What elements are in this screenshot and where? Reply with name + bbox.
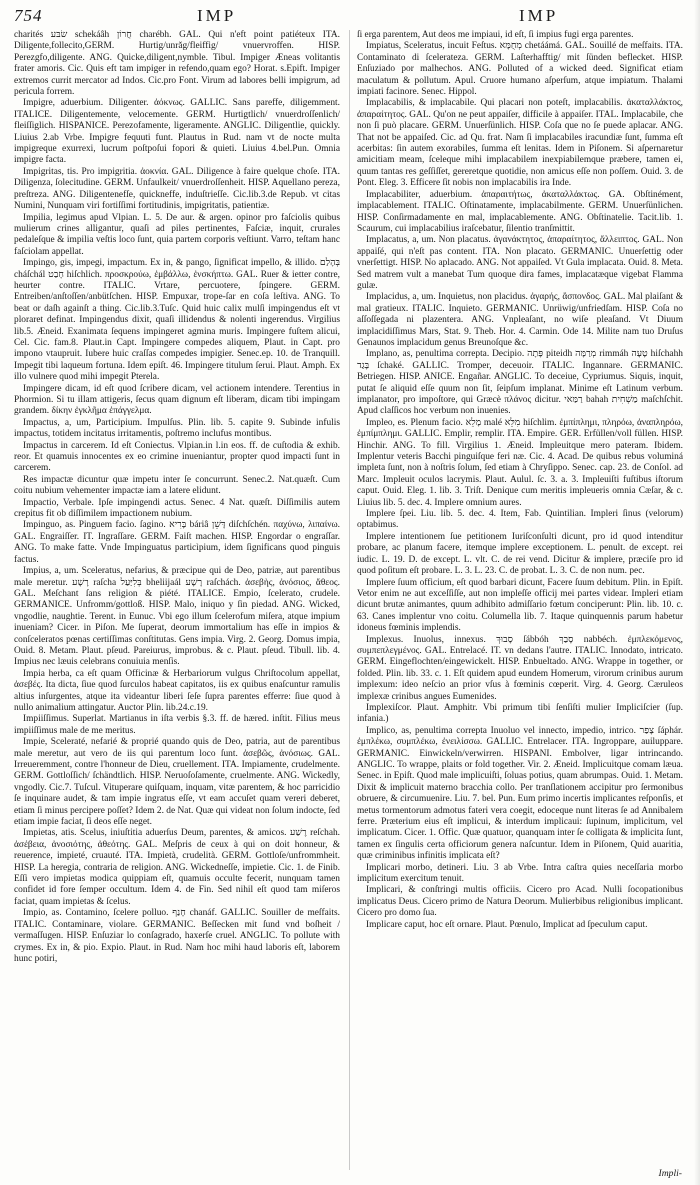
page-edge-shadow [694, 0, 700, 1185]
dictionary-entry: Implere ſuum officium, eſt quod barbari dicunt, Facere ſuum debitum. Plin. in Epiſt. Vetor enim ne aut exceſſiſſe, aut non impleſſe officij mei partes videar. Impleri etiam dicunt brutæ animantes, quum adhibito admiſſario fœtum conciperunt: Plin. lib. 10. c. 63. Canes implentur vno coitu. Columella lib. 7. Itaque quinquennis parum habetur idoneus fœminis implendis. [357, 577, 683, 634]
dictionary-entry: Implacatus, a, um. Non placatus. ἀγανάκτητος, ἀπαραίτητος, ἄλλειπτος. GAL. Non appaiſé, qui n'eſt pas content. ITA. Non placato. GERMANIC. Unuerſettig oder vnerſettigt. HISP. No aplacado. ANG. Not appaiſed. Vt Gula implacata. Ouid. 8. Meta. Sed matrem vult a manebat Tum quoque dira fames, implacatæque vigebat Flamma gulæ. [357, 235, 683, 291]
dictionary-entry: Res impactæ dicuntur quæ impetu inter ſe concurrunt. Senec.2. Nat.quæſt. Cum coitu nubium vehementer impactæ iam a latere elidunt. [14, 474, 340, 497]
dictionary-entry: Impactio, Verbale. Ipſe impingendi actus. Senec. 4 Nat. quæſt. Diſſimilis autem crepitus fit ob diſſimilem impactionem nubium. [14, 497, 340, 520]
dictionary-entry: Implico, as, penultima correpta Inuoluo vel innecto, impedio, intrico. צָפַר ſáphár. ἐμπλέκω, συμπλέκω, ἐνειλίσσω. GALLIC. Entrelacer. ITA. Ingroppare, auiluppare. GERMANIC. Einwickeln/verwirren. HISPANI. Embolver, ligar intrincando. ANGLIC. To wrappe, plaits or fold together. Vir. 2. Æneid. Implicuitque comam læua. Senec. in Epiſt. Quod male implicuiſti, ſoluas potius, quam abrumpas. Ouid. 1. Metam. Dixit & implicuit materno bracchia collo. Per tranſlationem accipitur pro ſermonibus obruere, & circumuenire. Liu. 7. bel. Pun. Eum primo incertis implicantes reſponſis, et metus tormentorum admotus fateri vera coegit, edoceque nunt literas ſe ad Annibalem ferre. Præterium eius eſt implicui, & interdum implicaui: ſupinum, implicitum, vel implicatum. Cicer. 1. Offic. Quæ quatuor, quanquam inter ſe colligata & implicita ſunt, tamen ex ſingulis certa officiorum genera naſcuntur. Idem in Piſonem, Quid auaritia, quæ criminibus infinitis implicata eſt? [357, 725, 683, 862]
running-head-left: IMP [197, 6, 237, 25]
dictionary-entry: Impio, as. Contamino, ſcelere polluo. חָנַף chanáf. GALLIC. Souiller de meſfaits. ITALIC. Contaminare, violare. GERMANIC. Beſſecken mit ſund vnd boſheit / vermaſſugen. HISP. Enſuziar lo conſagrado, haxerſe cruel. ANGLIC. To pollute with crymes. Ex in, & pio. Expio. Plaut. in Rud. Nam hoc mihi haud laboris eſt, laborem hunc potiri, [14, 908, 340, 964]
dictionary-entry: Impigritas, tis. Pro impigritia. ἀοκνία. GAL. Diligence à faire quelque choſe. ITA. Diligenza, ſolecitudine. GERM. Unfaulkeit/ vnuerdroſſenheit. HISP. Aquellano pereza, preſtreza. ANG. Diligentenefſe, quickneffe, induſtrieſſe. Cic.lib.3.de Repub. vt citas Numini, Nunquam viri fortiſſimi fortitudinis, impigritatis, patientiæ. [14, 166, 340, 212]
dictionary-entry: ſi erga parentem, Aut deos me impiaui, id eſt, ſi impius fugi erga parentes. [357, 30, 634, 40]
dictionary-entry: Implacabiliter, aduerbium. ἀπαραιτήτως, ἀκαταλλάκτως. GA. Obſtinément, implacablement. ITALIC. Oſtinatamente, implacabilmente. GERM. Unuerſünlichen. HISP. Conſirmadamente en mal, implacablemente. ANG. Obſtinatelie. Tacit.lib. 1. Scaurum, cui implacabilius iraſcebatur, ſilentio tranſmittit. [357, 189, 683, 234]
dictionary-entry: Impia herba, ca eſt quam Officinæ & Herbariorum vulgus Chriſtocolum appellat, ἀσεβές. Ita dicta, ſiue quod ſurculos habeat capitatos, iis ex quibus enaſcuntur ramulis altius inſurgentes, atque ita videantur liberi ſeſe ſupra parentes efferre: ſiue quod à nullo animalium attingatur. Auctor Plin. lib.24.c.19. [14, 668, 340, 713]
dictionary-entry: Implacidus, a, um. Inquietus, non placidus. ἀγαρής, ἄσπονδος. GAL. Mal plaiſant & mal gratieux. ITALIC. Inquieto. GERMANIC. Unrüwig/unfriedſam. HISP. Coſa no aſſoſſegada ni plazentera. ANG. Vnpleaſant, no wiſe pleaſand. Vt Diuum implacidiſſimus Mars, Stat. 9. Theb. Hor. 4. Carmin. Ode 14. Milite nam tuo Druſus Genaunos implacidum genus Breunoſque &c. [357, 292, 683, 348]
page-number: 754 [14, 6, 43, 25]
dictionary-entry: Impietas, atis. Scelus, iniuſtitia aduerſus Deum, parentes, & amicos. רֶשַׁע reſchah. ἀσέβεια, ἀνοσιότης, ἀθεότης. GAL. Meſpris de ceux à qui on doit honneur, & reuerence, impieté, cruauté. ITA. Impietà, crudelità. GERM. Gottloſe/unfrommheit. HISP. La heregia, contraria de religion. ANG. Wickedneſſe, impietie. Cic. 1. de Finib. Eſſi vero impietas modica quippiam eſt, quamuis occulte fecerit, nunquam tamen confidet id fore ſemper occultum. Idem 4. de Fin. Sed nihil eſt quod tam miſeros faciat, quam impietas & ſcelus. [14, 828, 340, 907]
page-header [14, 6, 686, 28]
dictionary-entry: Impinguo, as. Pinguem facio. ſagino. בָּרִיא báriâ דָּשֵׁן diſchſchén. παχύνω, λιπαίνω. GAL. Engraiſſer. IT. Ingraſſare. GERM. Faiſt machen. HISP. Engordar o engraſſar. ANG. To make fatte. Vnde Impinguatus particìpium, idem ſignificans quod pinguis factus. [14, 520, 340, 565]
dictionary-entry: Implere ſpei. Liu. lib. 5. dec. 4. Item, Fab. Quintilian. Impleri ſinus (velorum) optabimus. [357, 509, 683, 531]
dictionary-entry: Implacabilis, & implacabile. Qui placari non poteſt, implacabilis. ἀκαταλλάκτος, ἀπαραίτητος. GAL. Qu'on ne peut appaiſer, difficile à appaiſer. ITAL. Implacabile, che non ſi può placare. GERM. Unuerſünlich. HISP. Coſa que no ſe puede aplacar. ANG. That not be appaiſed. Cic. ad Qu. frat. Nam ſi implacabiles iracundiæ ſunt, ſumma eſt acerbitas: ſin autem exorabiles, ſumma eſt lenitas. Idem in Piſonem. Si aſpernaretur amicitiam meam, ſceleque mihi implacabilem inexpiabilemque præbere, tamen ei, quum tantas res geſſiſſet, gereretque quotidie, non amicus eſſe non poſſem. Ouid. 3. de Pont. Eleg. 3. Efficere ſit nobis non implacabilis ira Inde. [357, 98, 683, 189]
running-head-right: IMP [519, 6, 559, 25]
dictionary-entry: Impactus in carcerem. Id eſt Coniectus. Vlpian.in l.in eos. ff. de cuſtodia & exhib. reor. Et quamuis innocentes ex eo crimine inueniantur, propter quod impacti ſunt in carcerem. [14, 440, 340, 474]
dictionary-entry: Implicare caput, hoc eſt ornare. Plaut. Pœnulo, Implicat ad ſpeculum caput. [366, 919, 648, 930]
right-column [357, 30, 683, 1178]
text-columns [14, 30, 686, 1178]
dictionary-entry: Impius, a, um. Sceleratus, nefarius, & præcipue qui de Deo, patriæ, aut parentibus male meretur. רָשָׁע raſcha בְּלִיַּעַל bheliijaál רָשָׁע raſchách. ἀσεβὴς, ἀνόσιος, ἄθεος. GAL. Meſchant ſans religion & piété. ITALICE. Empio, ſcelerato, crudele. GERMANICE. Unfromm/gottloß. HISP. Malo, iniquo y ſin piedad. ANG. Wicked, vngodlie, naughtie. Terent. in Eunuc. Vbi ego illum ſcelerofum miſera, atque impium inueniam? Cicer. in Piſon. Me ſuperat, deorum immortalium has eſſe in impios & conſceleratos pœnas certiſſimas conſtitutas. Gens impia. Virg. 2. Georg. Domus impia, Ouid. 8. Metam. Plaut. pſeud. Pareiurus, improbus. & c. Plaut. pſeud. Tibull. lib. 4. Impius nec læuis celebrans conuiuia menſis. [14, 566, 340, 668]
catchword: Impli- [658, 1168, 682, 1179]
dictionary-entry: Implexiſcor. Plaut. Amphitr. Vbi primum tibi ſenſiſti mulier Impliciſcier (ſup. infania.) [357, 702, 683, 725]
dictionary-entry: Implexus. Inuolus, innexus. סָבוּךְ ſábbóh סָבַךְ nabbéch. ἐμπλεκόμενος, συμπεπλεγμένος. GAL. Entrelacé. IT. vn dedans l'autre. ITALIC. Innodato, intricato. GERM. Eingeflochten/eingewickelt. HISP. Enbueltado. ANG. Wrappe in together, or folded. Plin. lib. 33. c. 1. Eſt quidem apud eundem Homerum, virorum crinibus aurum implexum: ideo neſcio an prior vſus à fœminis cœperit. Virg. 4. Georg. Cæruleos implexæ crinibus angues Eumenides. [357, 634, 683, 702]
dictionary-entry: Impingo, gis, impegi, impactum. Ex in, & pango, ſignificat impello, & illido. בְּהָלַם cháſchál חָבַט hiſchlich. προσκρούω, ἐμβάλλω, ἐνσκήπτω. GAL. Ruer & ietter contre, heurter contre. ITALIC. Vrtare, percuotere, ſpingere. GERM. Entreiben/anſtoſſen/anbütſchen. HISP. Empuxar, trope-ſar en coſa leſtiva. ANG. To beat or daſh againſt a thing. Cic.lib.3.Tuſc. Quid huic calix mulſi impingendus eſt vt ploraret definat. Impingendus dixit, quaſi illidendus & nolenti ingerendus. Virgilius lib.5. Æneid. Exanimata ſequens impingeret agmina muris. Impingere fuſtem alicui, Cel. Cic. fam.8. Plaut.in Capt. Impingere compedes aliquem, Plaut. in Capt. pro impono vtaupruit. Iubere huic craſſas compedes impigier. Senec.ep. 10. de Tranquill. Impegit tibi laqueum fortuna. Idem epiſt. 46. Impingere titulum ſerui. Plaut. Amph. Ex illo vulnere quod mihi impegit Pterela. [14, 258, 340, 383]
dictionary-entry: Implicari, & conſtringi multis officiis. Cicero pro Acad. Nulli ſocopationibus implicatus Deus. Cicero primo de Natura Deorum. Mulierbibus religionibus implicant. Cicero pro domo ſua. [357, 885, 683, 919]
dictionary-entry: Impie, Sceleraté, nefarié & proprié quando quis de Deo, patria, aut de parentibus male meretur, aut vero de iis qui parentum loco ſunt. ἀσεβῶς, ἀνόσιως. GAL. Irreueremment, contre l'honneur de Dieu, cruellement. ITA. Impiamente, crudelmente. GERM. Gottloſſich/ ſchändtlich. HISP. Neruoſoſamente, cruelmente. ANG. Wickedly, vngodly. Cic.7. Tuſcul. Vituperare quiſquam, inquam, vitæ parentem, & hoc parricidio ſe inquinare audet, & tam impie ingratus eſſe, vt eam accuſet quam vereri deberet, etiam ſi minus percipere poſſet? Idem 2. de Nat. Quæ qui videat non ſolum indocte, ſed etiam impie faciat, ſi deos eſſe neget. [14, 737, 340, 828]
dictionary-entry: Impactus, a, um, Participium. Impulſus. Plin. lib. 5. capite 9. Subinde infulis impactus, totidem incitatus irritamentis, poſtremo inclufus montibus. [14, 417, 340, 440]
dictionary-entry: Impilia, legimus apud Vlpian. L. 5. De aur. & argen. opinor pro faſciolis quibus mulierum crines alligantur, quaſi ad piles pertinentes, Faſciæ, inquit, crurales pedaleſque & impilia veſtis loco ſunt, quia partem corporis veſtiunt. Varro, teſtam hanc faſciolam appellat. [14, 212, 340, 257]
dictionary-entry: Impiiſſimus. Superlat. Martianus in iſta verbis §.3. ff. de hæred. inſtit. Filius meus impiiſſimus male de me meritus. [14, 714, 340, 736]
dictionary-entry: Implere intentionem ſue petitionem Iuriſconſulti dicunt, pro id quod intenditur probare, ac planum facere, itemque implere exceptionem. L. penult. de except. rei iudic. L. 19. D. de except. L. vlt. C. de rei vend. Dicitur & implere, præciſe pro id quod poſitum eſt probare. L. 3. L. 23. C. de probat. L. 3. C. de non num. pec. [357, 531, 683, 577]
dictionary-entry: Impingere dicam, id eſt quod ſcribere dicam, vel actionem intendere. Terentius in Phormion. Si tu illam attigeris, ſecus quam dignum eſt liberam, dicam tibi impingam grandem. δίκην ἐγκλῆμα ἐπάγγελμα. [14, 383, 340, 417]
dictionary-entry: Implano, as, penultima correpta. Decipio. פָּתָה piteidh מְרַמָּה rimmáh טָעָה hiſchahh בָּגַד ſchaké. GALLIC. Tromper, deceuoir. ITALIC. Ingannare. GERMANIC. Betriegen. HISP. ANICE. Engañar. ANGLIC. To deceiue, Cypriumus. Siquis, inquit, putat ſe aliquid eſſe quum non ſit, ſeipſum implanat. Minime eſt Latinum verbum. implanator, pro impoſtore, qui Græcè πλάνος dicitur. רַמַּאי bahah מַשְׁחִית maſchſchit. Apud claſſicos hoc verbum non inuenies. [357, 349, 683, 417]
left-column [14, 30, 340, 1178]
dictionary-entry: Impleo, es. Plenum facio. מָלֵא malé מִלֵּא hiſchlim. ἐμπίπλημι, πληρόω, ἀναπληρόω, ἐμπίμπλημι. GALLIC. Emplir, remplir. ITA. Empire. GER. Erfüllen/voll füllen. HISP. Hinchir. ANG. To fill. Virgilius 1. Æneid. Impleuitque mero pateram. Ibidem. Implentur veteris Bacchi pinguiſque feri næ. Cic. 4. Acad. De quibus rebus voluminá impleta ſunt, non à noſtris ſolum, ſed etiam à Chryſippo. Senec. cap. 23. de Conſol. ad Marc. Impleuit oculos lacrymis. Plaut. Aulul. ſc. 3. a. 3. Impleuiſti fuſtibus iſtorum caput. Ouid. Eleg. 1. lib. 3. Triſt. Denique cum meritis impleueris omnia Cæſar, & c. Liuius lib. 5. dec. 4. Implere omnium aures. [357, 417, 683, 508]
dictionary-entry: charités שׂבּע schekáâh חֲרוֹן charébh. GAL. Qui n'eft point patiéteux ITA. Diligente,follecito,GERM. Hurtig/unrǎg/fleiffig/ vnuervroffen. HISP. Perezgfo,diligente. ANG. Quicke,diligent,nymble. Tibul. Impiger Æneas volitantis frater amoris. Cic. Quis eft tam impiger in refendo,quam ego? Horat. s.Epift. Impiger extremos currit mercator ad Indos. Cic.pro Font. Virum ad labores belli impigrum, ad pericula forrem. [14, 30, 340, 98]
dictionary-entry: Impiatus, Sceleratus, incuit Feſtus. מְחֻמָּא chetáámá. GAL. Souillé de meſfaits. ITA. Contaminato di ſcelerateza. GERM. Laſterhafftig/ mit ſünden beflecket. HISP. Enſuziado por malhechos. ANG. Polluted of a wicked deed. Significat etiam maculatum & pollutum. Apul. Cruore humano aſperſum, atque impiatum. Thalami impiati facinore. Senec. Hippol. [357, 41, 683, 98]
dictionary-entry: Implicari morbo, detineri. Liu. 3 ab Vrbe. Intra caſtra quies neceſſaria morbo implicitum exercitum tenuit. [357, 862, 683, 885]
dictionary-entry: Impigre, aduerbium. Diligenter. ἀόκνως. GALLIC. Sans pareffe, diligemment. ITALICE. Diligentemente, velocemente. GERM. Hurtigtlich/ vnuerdroſſenlich/ fleiſſiglich. HISPANICE. Perezofamente, ligeramente. ANGLIC. Diligentlie, quickly. Liuius 2.ab Vrbe. Impigre fequuti funt. Plautus in Rud. nam vt de nocte multa impigreque exurrexi, lucrum poſtpoſui fopori & quieti. Liuius 4.bel.Pun. Omnia impigre facta. [14, 98, 340, 166]
